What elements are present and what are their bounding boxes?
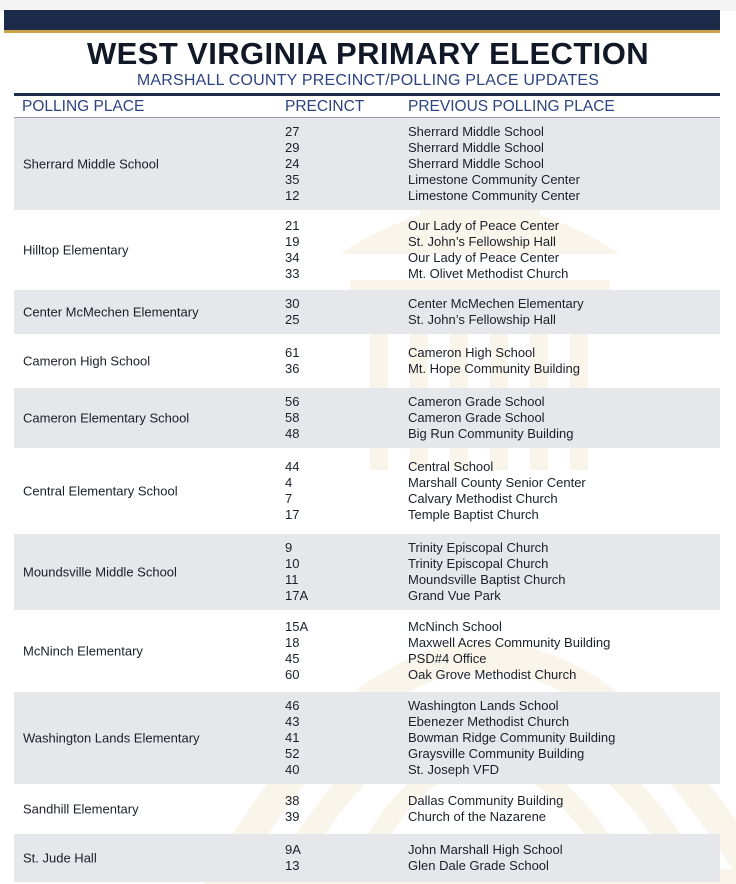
precinct-number: 12 bbox=[285, 188, 300, 203]
precinct-number: 34 bbox=[285, 250, 300, 265]
precinct-list bbox=[285, 124, 299, 204]
previous-polling-place: Ebenezer Methodist Church bbox=[408, 714, 570, 729]
previous-polling-place: Calvary Methodist Church bbox=[408, 491, 558, 506]
table-row bbox=[14, 534, 720, 610]
precinct-number: 44 bbox=[285, 459, 300, 474]
precinct-number: 39 bbox=[285, 809, 300, 824]
previous-polling-place: Big Run Community Building bbox=[408, 426, 574, 441]
precinct-number: 40 bbox=[285, 762, 300, 777]
precinct-list bbox=[285, 540, 308, 604]
previous-polling-place: Sherrard Middle School bbox=[408, 140, 544, 155]
precinct-number: 46 bbox=[285, 698, 300, 713]
previous-polling-place: Temple Baptist Church bbox=[408, 507, 539, 522]
precinct-list bbox=[285, 698, 299, 778]
previous-polling-place: Mt. Olivet Methodist Church bbox=[408, 266, 569, 281]
precinct-number: 30 bbox=[285, 296, 300, 311]
precinct-number: 58 bbox=[285, 410, 300, 425]
previous-polling-place: St. John’s Fellowship Hall bbox=[408, 312, 556, 327]
previous-polling-place: Washington Lands School bbox=[408, 698, 559, 713]
previous-polling-place: Marshall County Senior Center bbox=[408, 475, 586, 490]
polling-place-name: Moundsville Middle School bbox=[23, 564, 177, 580]
previous-polling-place-list bbox=[408, 218, 568, 282]
column-header-precinct: PRECINCT bbox=[285, 98, 365, 115]
previous-polling-place-list bbox=[408, 124, 580, 204]
precinct-number: 33 bbox=[285, 266, 300, 281]
precinct-number: 9 bbox=[285, 540, 293, 555]
previous-polling-place: McNinch School bbox=[408, 619, 502, 634]
previous-polling-place: Cameron High School bbox=[408, 345, 536, 360]
previous-polling-place: Moundsville Baptist Church bbox=[408, 572, 566, 587]
precinct-number: 45 bbox=[285, 651, 300, 666]
page-subtitle: MARSHALL COUNTY PRECINCT/POLLING PLACE UPDATES bbox=[136, 72, 600, 89]
header-navy-band bbox=[4, 10, 720, 30]
header-rule bbox=[14, 93, 720, 96]
previous-polling-place-list bbox=[408, 619, 610, 683]
table-row bbox=[14, 334, 720, 388]
previous-polling-place: Dallas Community Building bbox=[408, 793, 564, 808]
polling-place-name: Sandhill Elementary bbox=[23, 801, 139, 817]
previous-polling-place-list bbox=[408, 842, 563, 874]
previous-polling-place: Limestone Community Center bbox=[408, 188, 580, 203]
precinct-list bbox=[285, 842, 301, 874]
precinct-list bbox=[285, 459, 299, 523]
precinct-number: 11 bbox=[285, 572, 299, 587]
page-title: WEST VIRGINIA PRIMARY ELECTION bbox=[87, 36, 649, 71]
precinct-number: 29 bbox=[285, 140, 300, 155]
table-row bbox=[14, 784, 720, 834]
polling-place-name: McNinch Elementary bbox=[23, 643, 143, 659]
polling-place-name: Sherrard Middle School bbox=[23, 156, 159, 172]
precinct-number: 15A bbox=[285, 619, 309, 634]
table-row bbox=[14, 388, 720, 448]
precinct-number: 38 bbox=[285, 793, 300, 808]
previous-polling-place: Central School bbox=[408, 459, 494, 474]
precinct-list bbox=[285, 394, 299, 442]
previous-polling-place: Glen Dale Grade School bbox=[408, 858, 549, 873]
precinct-number: 43 bbox=[285, 714, 300, 729]
previous-polling-place: Church of the Nazarene bbox=[408, 809, 547, 824]
previous-polling-place: Cameron Grade School bbox=[408, 394, 545, 409]
column-header-previous-polling-place: PREVIOUS POLLING PLACE bbox=[408, 98, 615, 115]
previous-polling-place-list bbox=[408, 459, 586, 523]
polling-place-name: Center McMechen Elementary bbox=[23, 304, 199, 320]
previous-polling-place-list bbox=[408, 540, 566, 604]
polling-place-name: Cameron Elementary School bbox=[23, 410, 190, 426]
precinct-number: 24 bbox=[285, 156, 300, 171]
precinct-number: 36 bbox=[285, 361, 300, 376]
previous-polling-place: Mt. Hope Community Building bbox=[408, 361, 580, 376]
table-row bbox=[14, 610, 720, 692]
precinct-number: 61 bbox=[285, 345, 300, 360]
precinct-number: 60 bbox=[285, 667, 300, 682]
precinct-number: 48 bbox=[285, 426, 300, 441]
table-row bbox=[14, 290, 720, 334]
precinct-number: 25 bbox=[285, 312, 300, 327]
precinct-number: 19 bbox=[285, 234, 300, 249]
previous-polling-place: St. Joseph VFD bbox=[408, 762, 500, 777]
precinct-number: 13 bbox=[285, 858, 300, 873]
previous-polling-place-list bbox=[408, 698, 615, 778]
precinct-list bbox=[285, 296, 299, 328]
table-row bbox=[14, 210, 720, 290]
precinct-list bbox=[285, 218, 299, 282]
previous-polling-place-list bbox=[408, 394, 573, 442]
polling-place-name: St. Jude Hall bbox=[23, 850, 97, 866]
previous-polling-place: Bowman Ridge Community Building bbox=[408, 730, 616, 745]
precinct-number: 21 bbox=[285, 218, 300, 233]
previous-polling-place: PSD#4 Office bbox=[408, 651, 487, 666]
precinct-number: 17A bbox=[285, 588, 309, 603]
previous-polling-place: Maxwell Acres Community Building bbox=[408, 635, 611, 650]
previous-polling-place: Sherrard Middle School bbox=[408, 124, 544, 139]
header-gold-stripe bbox=[4, 30, 720, 33]
precinct-number: 52 bbox=[285, 746, 300, 761]
previous-polling-place: Sherrard Middle School bbox=[408, 156, 544, 171]
previous-polling-place: Trinity Episcopal Church bbox=[408, 540, 549, 555]
previous-polling-place: Oak Grove Methodist Church bbox=[408, 667, 577, 682]
previous-polling-place-list bbox=[408, 296, 584, 328]
precinct-number: 18 bbox=[285, 635, 300, 650]
precinct-list bbox=[285, 619, 308, 683]
table-row bbox=[14, 118, 720, 210]
previous-polling-place-list bbox=[408, 345, 580, 377]
table-row bbox=[14, 692, 720, 784]
precinct-number: 10 bbox=[285, 556, 300, 571]
precinct-number: 7 bbox=[285, 491, 293, 506]
previous-polling-place: St. John’s Fellowship Hall bbox=[408, 234, 556, 249]
table-row bbox=[14, 448, 720, 534]
polling-place-name: Cameron High School bbox=[23, 353, 151, 369]
precinct-number: 9A bbox=[285, 842, 301, 857]
polling-place-name: Central Elementary School bbox=[23, 483, 178, 499]
precinct-number: 27 bbox=[285, 124, 300, 139]
precinct-number: 41 bbox=[285, 730, 300, 745]
precinct-number: 17 bbox=[285, 507, 300, 522]
previous-polling-place: Cameron Grade School bbox=[408, 410, 545, 425]
column-header-polling-place: POLLING PLACE bbox=[22, 98, 145, 115]
previous-polling-place: Our Lady of Peace Center bbox=[408, 218, 560, 233]
previous-polling-place: Trinity Episcopal Church bbox=[408, 556, 549, 571]
polling-place-name: Washington Lands Elementary bbox=[23, 730, 200, 746]
previous-polling-place: John Marshall High School bbox=[408, 842, 563, 857]
precinct-number: 56 bbox=[285, 394, 300, 409]
previous-polling-place: Center McMechen Elementary bbox=[408, 296, 584, 311]
previous-polling-place-list bbox=[408, 793, 563, 825]
precinct-number: 35 bbox=[285, 172, 300, 187]
precinct-list bbox=[285, 793, 299, 825]
previous-polling-place: Limestone Community Center bbox=[408, 172, 580, 187]
previous-polling-place: Our Lady of Peace Center bbox=[408, 250, 560, 265]
precinct-number: 4 bbox=[285, 475, 293, 490]
precinct-list bbox=[285, 345, 299, 377]
polling-place-name: Hilltop Elementary bbox=[23, 242, 129, 258]
previous-polling-place: Grand Vue Park bbox=[408, 588, 501, 603]
previous-polling-place: Graysville Community Building bbox=[408, 746, 585, 761]
table-row bbox=[14, 834, 720, 882]
